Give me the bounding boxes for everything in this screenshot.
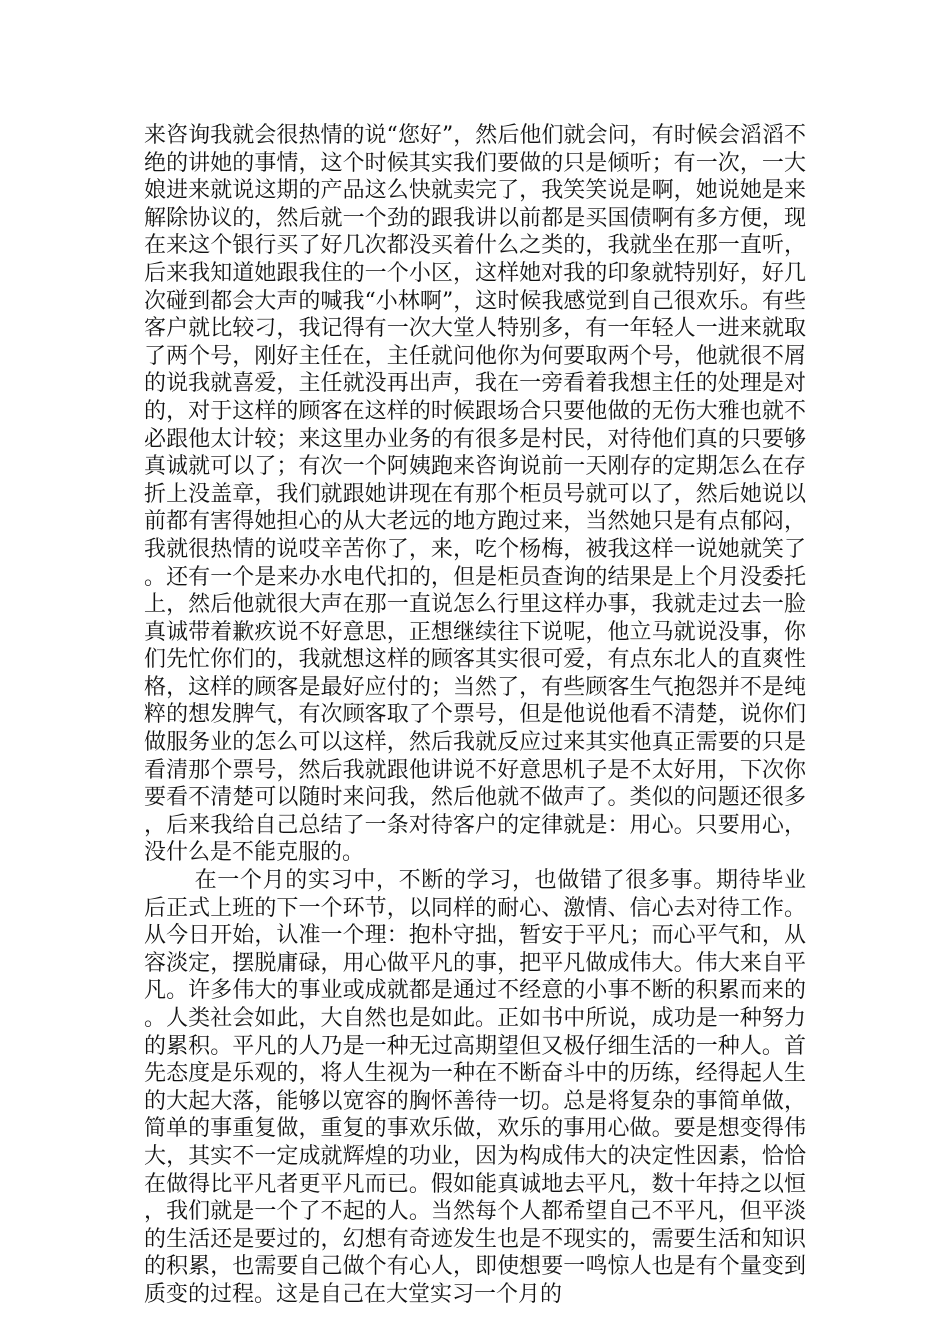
body-paragraph-internship-reflection: 在一个月的实习中，不断的学习，也做错了很多事。期待毕业后正式上班的下一个环节，以同样的耐心、激情、信心去对待工作。从今日开始，认准一个理：抱朴守拙，暂安于平凡；而心平气和，从容淡定，摆脱庸碌，用心做平凡的事，把平凡做成伟大。伟大来自平凡。许多伟大的事业或成就都是通过不经意的小事不断的积累而来的。人类社会如此，大自然也是如此。正如书中所说，成功是一种努力的累积。平凡的人乃是一种无过高期望但又极仔细生活的一种人。首先态度是乐观的，将人生视为一种在不断奋斗中的历练，经得起人生的大起大落，能够以宽容的胸怀善待一切。总是将复杂的事简单做，简单的事重复做，重复的事欢乐做，欢乐的事用心做。要是想变得伟大，其实不一定成就辉煌的功业，因为构成伟大的决定性因素，恰恰在做得比平凡者更平凡而已。假如能真诚地去平凡，数十年持之以恒，我们就是一个了不起的人。当然每个人都希望自己不平凡，但平淡的生活还是要过的，幻想有奇迹发生也是不现实的，需要生活和知识的积累，也需要自己做个有心人，即使想要一鸣惊人也是有个量变到质变的过程。这是自己在大堂实习一个月的 [144, 868, 806, 1307]
document-body [144, 122, 806, 1309]
body-paragraph-customer-stories: 来咨询我就会很热情的说“您好”，然后他们就会问，有时候会滔滔不绝的讲她的事情，这个时候其实我们要做的只是倾听；有一次，一大娘进来就说这期的产品这么快就卖完了，我笑笑说是啊，她说她是来解除协议的，然后就一个劲的跟我讲以前都是买国债啊有多方便，现在来这个银行买了好几次都没买着什么之类的，我就坐在那一直听，后来我知道她跟我住的一个小区，这样她对我的印象就特别好，好几次碰到都会大声的喊我“小林啊”，这时候我感觉到自己很欢乐。有些客户就比较刁，我记得有一次大堂人特别多，有一年轻人一进来就取了两个号，刚好主任在，主任就问他你为何要取两个号，他就很不屑的说我就喜爱，主任就没再出声，我在一旁看着我想主任的处理是对的，对于这样的顾客在这样的时候跟场合只要他做的无伤大雅也就不必跟他太计较；来这里办业务的有很多是村民，对待他们真的只要够真诚就可以了；有次一个阿姨跑来咨询说前一天刚存的定期怎么在存折上没盖章，我们就跟她讲现在有那个柜员号就可以了，然后她说以前都有害得她担心的从大老远的地方跑过来，当然她只是有点郁闷，我就很热情的说哎辛苦你了，来，吃个杨梅，被我这样一说她就笑了。还有一个是来办水电代扣的，但是柜员查询的结果是上个月没委托上，然后他就很大声在那一直说怎么行里这样办事，我就走过去一脸真诚带着歉疚说不好意思，正想继续往下说呢，他立马就说没事，你们先忙你们的，我就想这样的顾客其实很可爱，有点东北人的直爽性格，这样的顾客是最好应付的；当然了，有些顾客生气抱怨并不是纯粹的想发脾气，有次顾客取了个票号，但是他说他看不清楚，说你们做服务业的怎么可以这样，然后我就反应过来其实他真正需要的只是看清那个票号，然后我就跟他讲说不好意思机子是不太好用，下次你要看不清楚可以随时来问我，然后他就不做声了。类似的问题还很多，后来我给自己总结了一条对待客户的定律就是：用心。只要用心，没什么是不能克服的。 [144, 123, 806, 866]
